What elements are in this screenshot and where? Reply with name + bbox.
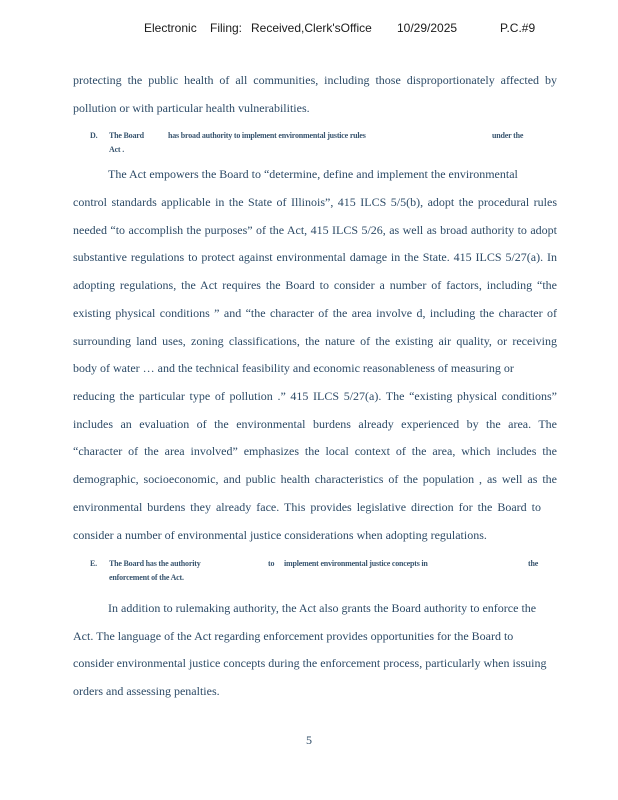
body-line: protecting the public health of all communities, including those disproportionately affected by bbox=[73, 73, 557, 87]
header-filing: Filing: bbox=[210, 21, 243, 35]
heading-text: enforcement of the Act. bbox=[109, 573, 184, 582]
heading-text: The Board has the authority bbox=[109, 559, 201, 568]
body-line: existing physical conditions ” and “the character of the area involve d, including the character of bbox=[73, 306, 557, 320]
body-line: consider environmental justice concepts during the enforcement process, particularly when issuing bbox=[73, 656, 547, 670]
heading-text: has broad authority to implement environmental justice rules bbox=[168, 131, 366, 140]
heading-text: Act . bbox=[109, 145, 124, 154]
body-line: needed “to accomplish the purposes” of the Act, 415 ILCS 5/26, as well as broad authority to adopt bbox=[73, 223, 557, 237]
body-line: pollution or with particular health vulnerabilities. bbox=[73, 101, 310, 115]
body-line: reducing the particular type of pollution .” 415 ILCS 5/27(a). The “existing physical conditions” bbox=[73, 389, 557, 403]
body-line: orders and assessing penalties. bbox=[73, 684, 220, 698]
body-line: substantive regulations to protect against environmental damage in the State. 415 ILCS 5/27(a). In bbox=[73, 250, 557, 264]
body-line: environmental burdens they already face. This provides legislative direction for the Board to bbox=[73, 500, 541, 514]
body-line: In addition to rulemaking authority, the Act also grants the Board authority to enforce the bbox=[108, 601, 537, 615]
section-heading-e bbox=[90, 559, 539, 583]
heading-text: The Board bbox=[109, 131, 144, 140]
heading-letter: E. bbox=[90, 559, 97, 568]
body-line: adopting regulations, the Act requires the Board to consider a number of factors, including “the bbox=[73, 278, 557, 292]
body-line: The Act empowers the Board to “determine, define and implement the environmental bbox=[108, 167, 518, 181]
header-pc-number: P.C.#9 bbox=[500, 21, 536, 35]
heading-text: to bbox=[268, 559, 275, 568]
body-line: consider a number of environmental justice considerations when adopting regulations. bbox=[73, 528, 487, 542]
body-line: “character of the area involved” emphasizes the local context of the area, which includes the bbox=[73, 444, 557, 458]
header-date: 10/29/2025 bbox=[397, 21, 458, 35]
body-line: Act. The language of the Act regarding enforcement provides opportunities for the Board to bbox=[73, 629, 514, 643]
body-line: control standards applicable in the State of Illinois”, 415 ILCS 5/5(b), adopt the procedural rules bbox=[73, 195, 557, 209]
body-line: body of water … and the technical feasibility and economic reasonableness of measuring or bbox=[73, 361, 514, 375]
heading-text: implement environmental justice concepts in bbox=[284, 559, 428, 568]
body-line: demographic, socioeconomic, and public health characteristics of the population , as well as the bbox=[73, 472, 557, 486]
header-electronic: Electronic bbox=[144, 21, 197, 35]
section-heading-d bbox=[90, 131, 530, 155]
heading-letter: D. bbox=[90, 131, 98, 140]
body-line: surrounding land uses, zoning classifications, the nature of the existing air quality, or receiving bbox=[73, 334, 557, 348]
header-received: Received,Clerk'sOffice bbox=[251, 21, 372, 35]
page-number: 5 bbox=[306, 733, 312, 747]
body-line: includes an evaluation of the environmental burdens already experienced by the area. The bbox=[73, 417, 557, 431]
heading-text: the bbox=[528, 559, 539, 568]
filing-stamp-header bbox=[0, 21, 618, 37]
heading-text: under the bbox=[492, 131, 524, 140]
